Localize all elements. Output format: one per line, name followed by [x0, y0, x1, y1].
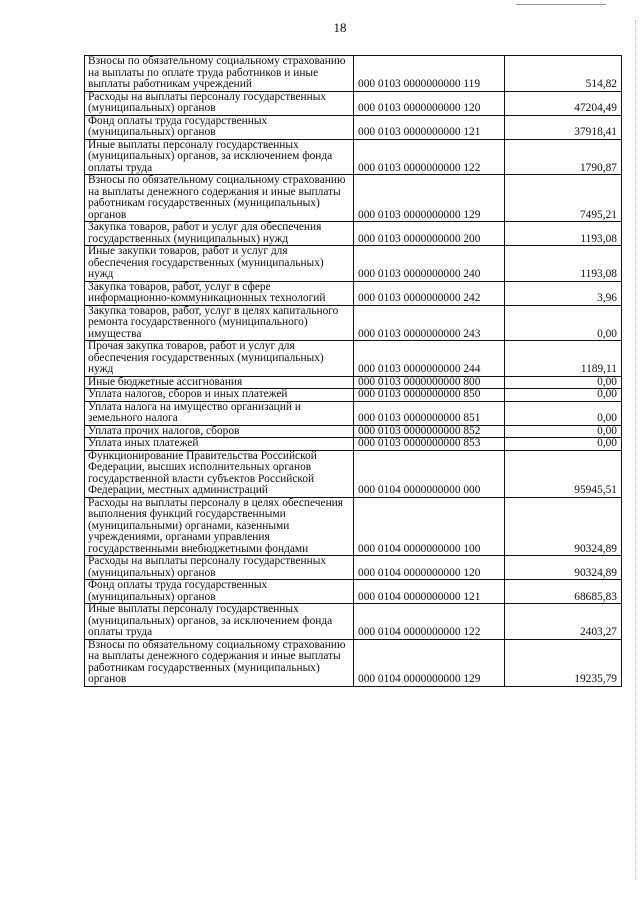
table-row [85, 246, 622, 282]
table-row [85, 401, 622, 425]
budget-code-cell: 000 0103 0000000000 800 [354, 376, 505, 389]
budget-code-cell: 000 0104 0000000000 122 [354, 604, 505, 640]
budget-code-cell: 000 0103 0000000000 240 [354, 246, 505, 282]
budget-code-cell: 000 0103 0000000000 852 [354, 425, 505, 438]
expense-name-cell: Функционирование Правительства Российской Федерации, высших исполнительных органов государственной власти субъектов Российской Федерации, местных администраций [85, 450, 354, 497]
expense-name-cell: Расходы на выплаты персоналу государственных (муниципальных) органов [85, 91, 354, 115]
expense-name-cell: Иные выплаты персоналу государственных (муниципальных) органов, за исключением фонда оплаты труда [85, 139, 354, 175]
table-row [85, 556, 622, 580]
amount-cell: 90324,89 [505, 497, 622, 556]
amount-cell: 1193,08 [505, 222, 622, 246]
table-row [85, 497, 622, 556]
expense-name-cell: Иные бюджетные ассигнования [85, 376, 354, 389]
table-row [85, 139, 622, 175]
amount-cell: 0,00 [505, 425, 622, 438]
budget-code-cell: 000 0104 0000000000 129 [354, 639, 505, 686]
table-row [85, 639, 622, 686]
expense-name-cell: Уплата налога на имущество организаций и земельного налога [85, 401, 354, 425]
amount-cell: 0,00 [505, 305, 622, 341]
amount-cell: 0,00 [505, 438, 622, 451]
table-row [85, 425, 622, 438]
budget-code-cell: 000 0103 0000000000 200 [354, 222, 505, 246]
budget-code-cell: 000 0103 0000000000 850 [354, 389, 505, 402]
expense-name-cell: Уплата прочих налогов, сборов [85, 425, 354, 438]
table-row [85, 175, 622, 222]
budget-code-cell: 000 0103 0000000000 242 [354, 281, 505, 305]
amount-cell: 1189,11 [505, 341, 622, 377]
amount-cell: 37918,41 [505, 115, 622, 139]
table-row [85, 341, 622, 377]
budget-code-cell: 000 0103 0000000000 243 [354, 305, 505, 341]
table-row [85, 222, 622, 246]
scan-edge-mark-right [634, 20, 636, 880]
amount-cell: 0,00 [505, 376, 622, 389]
amount-cell: 3,96 [505, 281, 622, 305]
table-row [85, 56, 622, 92]
expense-name-cell: Иные выплаты персоналу государственных (муниципальных) органов, за исключением фонда оплаты труда [85, 604, 354, 640]
table-row [85, 389, 622, 402]
budget-code-cell: 000 0103 0000000000 244 [354, 341, 505, 377]
table-row [85, 115, 622, 139]
budget-code-cell: 000 0103 0000000000 119 [354, 56, 505, 92]
table-body [85, 56, 622, 687]
amount-cell: 0,00 [505, 389, 622, 402]
expense-name-cell: Расходы на выплаты персоналу в целях обеспечения выполнения функций государственными (муниципальными) органами, казенными учреждениями, органами управления государственными внебюджетными фондами [85, 497, 354, 556]
table-row [85, 450, 622, 497]
expense-name-cell: Иные закупки товаров, работ и услуг для обеспечения государственных (муниципальных) нужд [85, 246, 354, 282]
amount-cell: 95945,51 [505, 450, 622, 497]
budget-code-cell: 000 0103 0000000000 129 [354, 175, 505, 222]
budget-code-cell: 000 0104 0000000000 100 [354, 497, 505, 556]
budget-code-cell: 000 0103 0000000000 853 [354, 438, 505, 451]
expense-name-cell: Уплата иных платежей [85, 438, 354, 451]
table-row [85, 281, 622, 305]
budget-expenditure-table [84, 55, 622, 687]
amount-cell: 7495,21 [505, 175, 622, 222]
budget-code-cell: 000 0103 0000000000 122 [354, 139, 505, 175]
table-row [85, 376, 622, 389]
budget-code-cell: 000 0103 0000000000 120 [354, 91, 505, 115]
budget-code-cell: 000 0103 0000000000 851 [354, 401, 505, 425]
expense-name-cell: Прочая закупка товаров, работ и услуг для обеспечения государственных (муниципальных) нужд [85, 341, 354, 377]
expense-name-cell: Закупка товаров, работ, услуг в сфере информационно-коммуникационных технологий [85, 281, 354, 305]
amount-cell: 514,82 [505, 56, 622, 92]
table-row [85, 580, 622, 604]
scan-edge-mark-top [516, 4, 606, 6]
table-row [85, 604, 622, 640]
amount-cell: 90324,89 [505, 556, 622, 580]
table-row [85, 91, 622, 115]
expense-name-cell: Закупка товаров, работ, услуг в целях капитального ремонта государственного (муниципального) имущества [85, 305, 354, 341]
expense-name-cell: Взносы по обязательному социальному страхованию на выплаты денежного содержания и иные выплаты работникам государственных (муниципальных) органов [85, 175, 354, 222]
budget-code-cell: 000 0103 0000000000 121 [354, 115, 505, 139]
amount-cell: 19235,79 [505, 639, 622, 686]
amount-cell: 2403,27 [505, 604, 622, 640]
expense-name-cell: Уплата налогов, сборов и иных платежей [85, 389, 354, 402]
budget-code-cell: 000 0104 0000000000 000 [354, 450, 505, 497]
table-row [85, 438, 622, 451]
page-number: 18 [333, 20, 347, 35]
amount-cell: 68685,83 [505, 580, 622, 604]
amount-cell: 1193,08 [505, 246, 622, 282]
expense-name-cell: Расходы на выплаты персоналу государственных (муниципальных) органов [85, 556, 354, 580]
amount-cell: 0,00 [505, 401, 622, 425]
budget-code-cell: 000 0104 0000000000 121 [354, 580, 505, 604]
table-row [85, 305, 622, 341]
amount-cell: 47204,49 [505, 91, 622, 115]
expense-name-cell: Закупка товаров, работ и услуг для обеспечения государственных (муниципальных) нужд [85, 222, 354, 246]
expense-name-cell: Фонд оплаты труда государственных (муниципальных) органов [85, 580, 354, 604]
expense-name-cell: Взносы по обязательному социальному страхованию на выплаты денежного содержания и иные выплаты работникам государственных (муниципальных) органов [85, 639, 354, 686]
expense-name-cell: Взносы по обязательному социальному страхованию на выплаты по оплате труда работников и иные выплаты работникам учреждений [85, 56, 354, 92]
amount-cell: 1790,87 [505, 139, 622, 175]
budget-code-cell: 000 0104 0000000000 120 [354, 556, 505, 580]
expense-name-cell: Фонд оплаты труда государственных (муниципальных) органов [85, 115, 354, 139]
